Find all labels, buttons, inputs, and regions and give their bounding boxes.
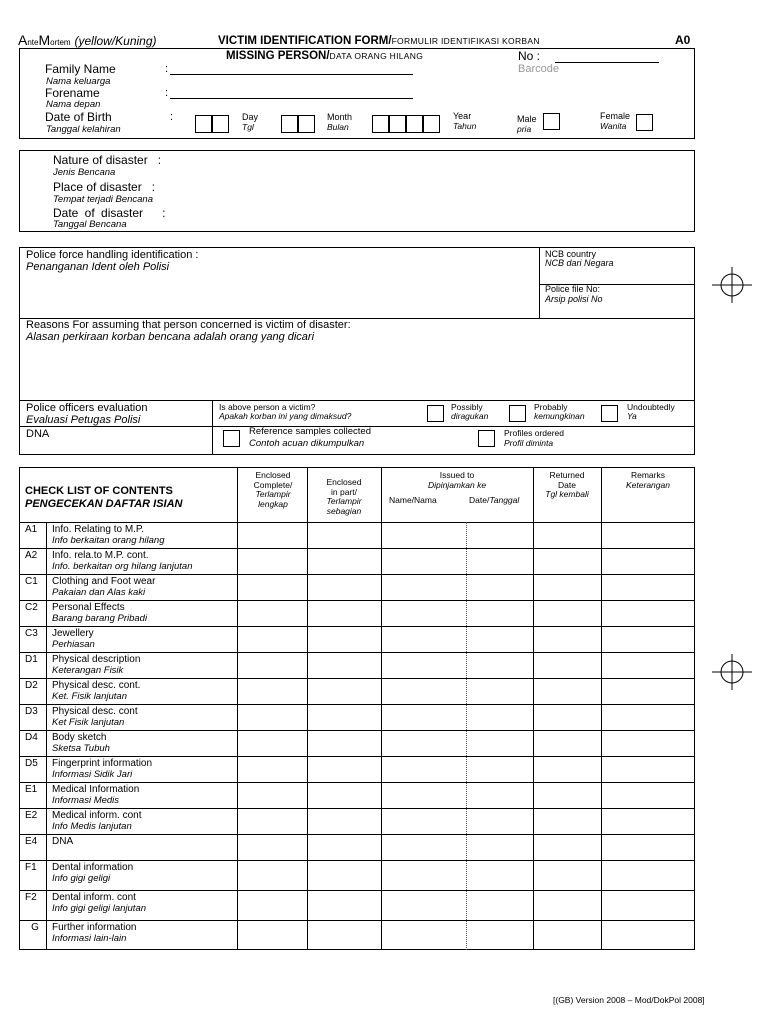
col-issued-label: Issued to (439, 470, 475, 480)
colon: : (165, 63, 169, 75)
probably-checkbox[interactable] (509, 405, 526, 422)
col-issued-header (382, 471, 532, 490)
form-code: A0 (675, 33, 691, 47)
dob-label: Date of Birth (45, 110, 112, 124)
col-complete-header (241, 471, 305, 509)
file-no-label-id: Arsip polisi No (545, 294, 603, 304)
row-label: Further information (52, 922, 137, 933)
dob-year-digit[interactable] (389, 115, 406, 133)
colon: : (165, 87, 169, 99)
profiles-checkbox[interactable] (478, 430, 495, 447)
row-label: Info. rela.to M.P. cont. (52, 550, 149, 561)
table-row[interactable] (19, 730, 695, 756)
ref-samples-label-id: Contoh acuan dikumpulkan (249, 438, 365, 449)
dob-year-digit[interactable] (423, 115, 440, 133)
col-part-label-b: in part/ (331, 486, 357, 497)
row-label-id: Ket. Fisik lanjutan (52, 691, 127, 702)
row-code: D5 (25, 758, 38, 769)
profiles-label: Profiles ordered (504, 428, 565, 438)
col-remarks-label-id: Keterangan (626, 479, 670, 490)
row-code: E4 (25, 836, 38, 847)
row-label-id: Ket Fisik lanjutan (52, 717, 125, 728)
reasons-label-id: Alasan perkiraan korban bencana adalah orang yang dicari (26, 331, 315, 343)
row-code: E1 (25, 784, 38, 795)
checklist-title: CHECK LIST OF CONTENTS (25, 485, 173, 497)
row-code: C2 (25, 602, 38, 613)
row-label: Clothing and Foot wear (52, 576, 156, 587)
col-returned-header (534, 471, 600, 500)
forename-field[interactable] (170, 98, 413, 99)
row-label: Fingerprint information (52, 758, 153, 769)
colon: : (170, 111, 174, 123)
row-label-id: Info Medis lanjutan (52, 821, 132, 832)
possibly-label: Possibly (451, 402, 483, 412)
dob-month-digit[interactable] (281, 115, 298, 133)
month-label-id: Bulan (327, 122, 349, 132)
divider (19, 400, 695, 401)
is-victim-label-id: Apakah korban ini yang dimaksud? (219, 411, 352, 421)
row-label: Info. Relating to M.P. (52, 524, 145, 535)
col-part-label-a: Enclosed (326, 477, 362, 487)
row-label-id: Info berkaitan orang hilang (52, 535, 165, 546)
dob-day-digit[interactable] (212, 115, 229, 133)
dob-day-digit[interactable] (195, 115, 212, 133)
probably-label: Probably (534, 402, 568, 412)
undoubtedly-label: Undoubtedly (627, 402, 675, 412)
file-no-label: Police file No: (545, 284, 601, 294)
family-name-label-id: Nama keluarga (46, 76, 111, 87)
row-label-id: Perhiasan (52, 639, 95, 650)
year-label-id: Tahun (453, 121, 477, 131)
day-label: Day (242, 112, 259, 122)
dob-month-digit[interactable] (298, 115, 315, 133)
col-returned-label-b: Date (558, 479, 576, 490)
row-label: Dental inform. cont (52, 892, 136, 903)
date-label: Date of disaster : (53, 206, 166, 220)
row-label-id: Pakaian dan Alas kaki (52, 587, 146, 598)
table-row[interactable] (19, 834, 695, 860)
col-returned-label-id: Tgl kembali (545, 489, 589, 499)
row-label: Medical Information (52, 784, 140, 795)
row-label-id: Informasi Medis (52, 795, 120, 806)
nature-label: Nature of disaster : (53, 153, 162, 167)
female-label-id: Wanita (600, 121, 627, 131)
row-label-id: Informasi Sidik Jari (52, 769, 133, 780)
barcode-label: Barcode (518, 63, 559, 75)
col-name-header: Name/Nama (389, 495, 437, 505)
row-code: C3 (25, 628, 38, 639)
row-label: Physical desc. cont. (52, 680, 141, 691)
row-code: E2 (25, 810, 38, 821)
female-checkbox[interactable] (636, 114, 653, 131)
row-label-id: Info. berkaitan org hilang lanjutan (52, 561, 193, 572)
form-title: VICTIM IDENTIFICATION FORM/FORMULIR IDENTIFIKASI KORBAN (218, 35, 540, 47)
row-code: A1 (25, 524, 38, 535)
row-code: A2 (25, 550, 38, 561)
row-label: Body sketch (52, 732, 107, 743)
row-code: D2 (25, 680, 38, 691)
undoubtedly-checkbox[interactable] (601, 405, 618, 422)
dob-label-id: Tanggal kelahiran (46, 124, 121, 135)
row-code: G (31, 922, 39, 933)
row-label: Personal Effects (52, 602, 125, 613)
checklist-title-id: PENGECEKAN DAFTAR ISIAN (25, 498, 183, 510)
registration-mark-icon (712, 652, 752, 692)
dna-label: DNA (26, 428, 50, 440)
evaluation-label: Police officers evaluation (26, 402, 148, 414)
ref-samples-checkbox[interactable] (223, 430, 240, 447)
is-victim-label: Is above person a victim? (219, 402, 316, 412)
profiles-label-id: Profil diminta (504, 438, 554, 448)
col-remarks-label: Remarks (630, 470, 665, 480)
row-code: F1 (25, 862, 37, 873)
divider (212, 400, 213, 455)
col-complete-label: Enclosed Complete/ (253, 470, 293, 490)
col-part-label-id: Terlampir sebagian (326, 496, 362, 516)
place-label: Place of disaster : (53, 180, 156, 194)
probably-label-id: kemungkinan (534, 411, 585, 421)
ncb-label-id: NCB dari Negara (545, 258, 614, 268)
row-label: Physical desc. cont (52, 706, 138, 717)
possibly-checkbox[interactable] (427, 405, 444, 422)
row-label: Medical inform. cont (52, 810, 142, 821)
row-label-id: Sketsa Tubuh (52, 743, 110, 754)
row-code: D3 (25, 706, 38, 717)
row-label-id: Keterangan Fisik (52, 665, 124, 676)
possibly-label-id: diragukan (451, 411, 489, 421)
no-label: No : (518, 49, 541, 63)
male-label: Male (517, 114, 537, 124)
divider (539, 247, 540, 319)
registration-mark-icon (712, 265, 752, 305)
dob-year-digit[interactable] (406, 115, 423, 133)
family-name-field[interactable] (170, 74, 413, 75)
row-label-id: Info gigi geligi (52, 873, 111, 884)
handling-label-id: Penanganan Ident oleh Polisi (26, 261, 170, 273)
col-part-header (309, 478, 379, 516)
ncb-label: NCB country (545, 249, 597, 259)
forename-label: Forename (45, 86, 100, 100)
female-label: Female (600, 111, 631, 121)
col-complete-label-id: Terlampir lengkap (255, 489, 291, 509)
month-label: Month (327, 112, 353, 122)
table-row[interactable] (19, 626, 695, 652)
row-label-id: Barang barang Pribadi (52, 613, 148, 624)
row-code: D1 (25, 654, 38, 665)
col-issued-label-id: Dipinjamkan ke (427, 479, 487, 490)
row-code: C1 (25, 576, 38, 587)
year-label: Year (453, 111, 472, 121)
col-date-header: Date/Tanggal (469, 495, 520, 505)
male-checkbox[interactable] (543, 113, 560, 130)
col-returned-label-a: Returned (549, 470, 585, 480)
dob-year-digit[interactable] (372, 115, 389, 133)
row-label: Dental information (52, 862, 134, 873)
nature-label-id: Jenis Bencana (53, 167, 116, 178)
version-footer: [(GB) Version 2008 – Mod/DokPol 2008] (553, 995, 705, 1005)
undoubtedly-label-id: Ya (627, 411, 637, 421)
row-code: D4 (25, 732, 38, 743)
evaluation-label-id: Evaluasi Petugas Polisi (26, 414, 141, 426)
reasons-label: Reasons For assuming that person concerned is victim of disaster: (26, 319, 351, 331)
no-field[interactable] (555, 62, 659, 63)
form-series-label: AnteMortem (yellow/Kuning) (18, 32, 157, 48)
row-label: DNA (52, 836, 74, 847)
male-label-id: pria (517, 124, 532, 134)
day-label-id: Tgl (242, 122, 254, 132)
col-remarks-header (602, 471, 694, 490)
family-name-label: Family Name (45, 62, 116, 76)
row-label: Physical description (52, 654, 141, 665)
date-label-id: Tanggal Bencana (53, 219, 127, 230)
handling-label: Police force handling identification : (26, 249, 199, 261)
row-label-id: Info gigi geligi lanjutan (52, 903, 147, 914)
forename-label-id: Nama depan (46, 99, 101, 110)
place-label-id: Tempat terjadi Bencana (53, 194, 153, 205)
row-code: F2 (25, 892, 37, 903)
row-label: Jewellery (52, 628, 94, 639)
missing-person-title: MISSING PERSON/DATA ORANG HILANG (226, 50, 424, 62)
row-label-id: Informasi lain-lain (52, 933, 127, 944)
ref-samples-label: Reference samples collected (249, 426, 371, 437)
